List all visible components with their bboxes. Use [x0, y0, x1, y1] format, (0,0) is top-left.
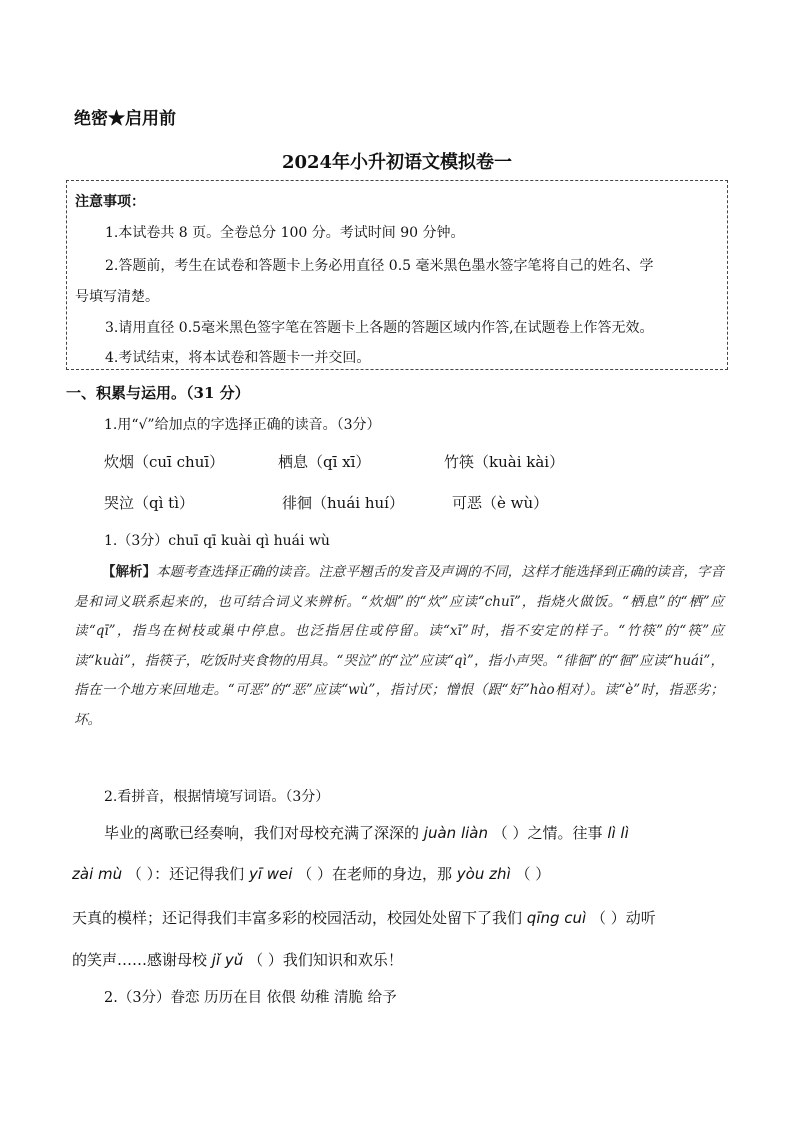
passage-text: （ ）：还记得我们 [126, 865, 245, 883]
pinyin-hint: juàn liàn [423, 824, 488, 842]
pinyin-hint: zài mù [72, 865, 123, 883]
section-heading: 一、积累与运用。（31 分） [66, 384, 250, 402]
passage-text: （ ）我们知识和欢乐！ [248, 951, 403, 969]
pinyin-hint: jǐ yǔ [211, 951, 244, 969]
question-1-answer: 1.（3分）chuī qī kuài qì huái wù [104, 533, 330, 549]
notice-item: 2.答题前，考生在试卷和答题卡上务必用直径 0.5 毫米黑色墨水签字笔将自己的姓名、学 [105, 258, 654, 274]
notice-heading: 注意事项： [75, 194, 145, 210]
passage-text: 天真的模样；还记得我们丰富多彩的校园活动，校园处处留下了我们 [72, 909, 523, 927]
passage-line [72, 907, 656, 928]
passage-line [72, 863, 550, 884]
pinyin-hint: yī wei [248, 865, 293, 883]
question-1-prompt: 1.用“√”给加点的字选择正确的读音。（3分） [104, 417, 381, 433]
reading-option: 哭泣（qì tì） [104, 494, 194, 512]
notice-item: 3.请用直径 0.5毫米黑色签字笔在答题卡上各题的答题区域内作答,在试题卷上作答无效。 [105, 320, 654, 336]
reading-option: 竹筷（kuài kài） [444, 453, 565, 471]
passage-text: （ ） [515, 865, 551, 883]
question-2-answer: 2.（3分）眷恋 历历在目 依偎 幼稚 清脆 给予 [104, 990, 397, 1006]
passage-text: （ ）之情。往事 [492, 824, 603, 842]
passage-text: （ ）在老师的身边，那 [297, 865, 453, 883]
reading-option: 可恶（è wù） [452, 494, 549, 512]
question-1-analysis [74, 558, 724, 735]
passage-line [72, 949, 403, 970]
passage-text: 的笑声……感谢母校 [72, 951, 208, 969]
question-2-prompt: 2.看拼音，根据情境写词语。（3分） [104, 789, 330, 805]
reading-option: 徘徊（huái huí） [282, 494, 404, 512]
pinyin-hint: yòu zhì [456, 865, 511, 883]
passage-line [104, 822, 629, 843]
notice-box [66, 180, 728, 370]
analysis-text: 本题考查选择正确的读音。注意平翘舌的发音及声调的不同，这样才能选择到正确的读音，字音是和词义联系起来的，也可结合词义来辨析。“炊烟”的“炊”应读“chuī”，指烧火做饭。“栖息”的“栖”应读“qī”，指鸟在树枝或巢中停息。也泛指居住或停留。读“xī”时，指不安定的样子。“竹筷”的“筷”应读“kuài”，指筷子，吃饭时夹食物的用具。“哭泣”的“泣”应读“qì”，指小声哭。“徘徊”的“徊”应读“huái”，指在一个地方来回地走。“可恶”的“恶”应读“wù”，指讨厌；憎恨（跟“好”hào相对）。读“è”时，指恶劣；坏。 [74, 564, 725, 728]
pinyin-hint: qīng cuì [526, 909, 587, 927]
notice-item: 1.本试卷共 8 页。全卷总分 100 分。考试时间 90 分钟。 [105, 225, 465, 241]
analysis-label: 【解析】 [102, 564, 157, 580]
pinyin-hint: lì lì [607, 824, 629, 842]
notice-item: 号填写清楚。 [75, 289, 159, 305]
reading-option: 炊烟（cuī chuī） [104, 453, 225, 471]
notice-item: 4.考试结束，将本试卷和答题卡一并交回。 [105, 350, 371, 366]
exam-title: 2024年小升初语文模拟卷一 [281, 152, 513, 173]
passage-text: 毕业的离歌已经奏响，我们对母校充满了深深的 [104, 824, 420, 842]
reading-option: 栖息（qī xī） [278, 453, 371, 471]
confidential-label: 绝密★启用前 [74, 109, 176, 129]
passage-text: （ ）动听 [591, 909, 656, 927]
